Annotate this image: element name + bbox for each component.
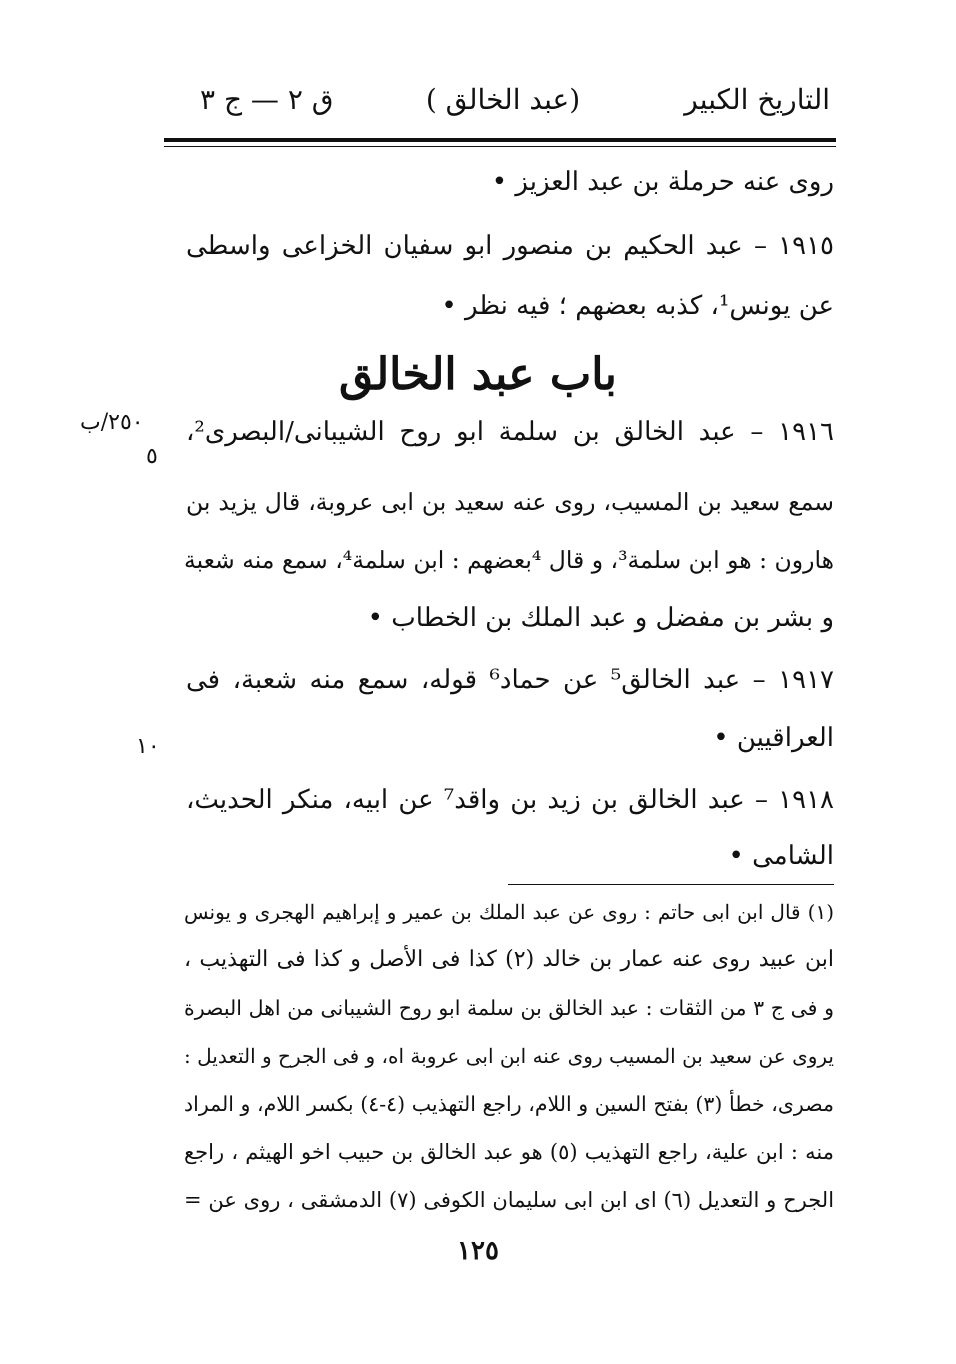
entry-1915: ١٩١٥ – عبد الحكيم بن منصور ابو سفيان الخزاعى واسطى xyxy=(186,231,834,261)
entry-1918: ١٩١٨ – عبد الخالق بن زيد بن واقد⁷ عن ابيه، منكر الحديث، xyxy=(186,785,834,815)
footnote-rule xyxy=(508,884,834,885)
text-line: عن يونس¹، كذبه بعضهم ؛ فيه نظر • xyxy=(441,291,834,321)
header-rule-thick xyxy=(164,138,836,142)
running-header xyxy=(176,78,830,122)
margin-line-number: ٥ xyxy=(146,444,158,469)
entry-1917: ١٩١٧ – عبد الخالق⁵ عن حماد⁶ قوله، سمع منه شعبة، فى xyxy=(186,665,834,695)
footnote-line: و فى ج ٣ من الثقات : عبد الخالق بن سلمة ابو روح الشيبانى من اهل البصرة xyxy=(184,996,834,1020)
margin-line-number: ١٠ xyxy=(136,734,160,759)
footnote-line: مصرى، خطأ (٣) بفتح السين و اللام، راجع التهذيب (٤-٤) بكسر اللام، و المراد xyxy=(184,1092,835,1116)
chapter-heading: باب عبد الخالق xyxy=(339,349,617,400)
entry-1916: ١٩١٦ – عبد الخالق بن سلمة ابو روح الشيبانى/البصرى²، xyxy=(186,417,834,447)
footnote-line: (١) قال ابن ابى حاتم : روى عن عبد الملك بن عمير و إبراهيم الهجرى و يونس xyxy=(184,900,834,924)
text-line: و بشر بن مفضل و عبد الملك بن الخطاب • xyxy=(367,603,834,633)
text-line: هارون : هو ابن سلمة³، و قال ⁴بعضهم : ابن سلمة⁴، سمع منه شعبة xyxy=(184,546,834,574)
header-section-title: (عبد الخالق ) xyxy=(425,83,581,116)
header-volume: ق ٢ — ج ٣ xyxy=(200,83,334,116)
text-line: سمع سعيد بن المسيب، روى عنه سعيد بن ابى عروبة، قال يزيد بن xyxy=(186,488,834,516)
footnote-line: منه : ابن علية، راجع التهذيب (٥) هو عبد الخالق بن حبيب اخو الهيثم ، راجع xyxy=(184,1140,834,1164)
footnote-line: ابن عبيد روى عنه عمار بن خالد (٢) كذا فى الأصل و كذا فى التهذيب ، xyxy=(184,947,834,972)
footnote-line: يروى عن سعيد بن المسيب روى عنه ابن ابى عروبة اه، و فى الجرح و التعديل : xyxy=(184,1044,834,1068)
footnote-line: الجرح و التعديل (٦) اى ابن ابى سليمان الكوفى (٧) الدمشقى ، روى عن = xyxy=(184,1188,835,1212)
header-book-title: التاريخ الكبير xyxy=(684,83,830,116)
text-line: روى عنه حرملة بن عبد العزيز • xyxy=(491,167,834,197)
text-line: الشامى • xyxy=(728,841,834,871)
text-line: العراقيين • xyxy=(713,723,834,753)
margin-folio: ٢٥٠/ب xyxy=(80,410,144,435)
page-number: ١٢٥ xyxy=(457,1236,499,1266)
header-rule-thin xyxy=(164,146,836,147)
